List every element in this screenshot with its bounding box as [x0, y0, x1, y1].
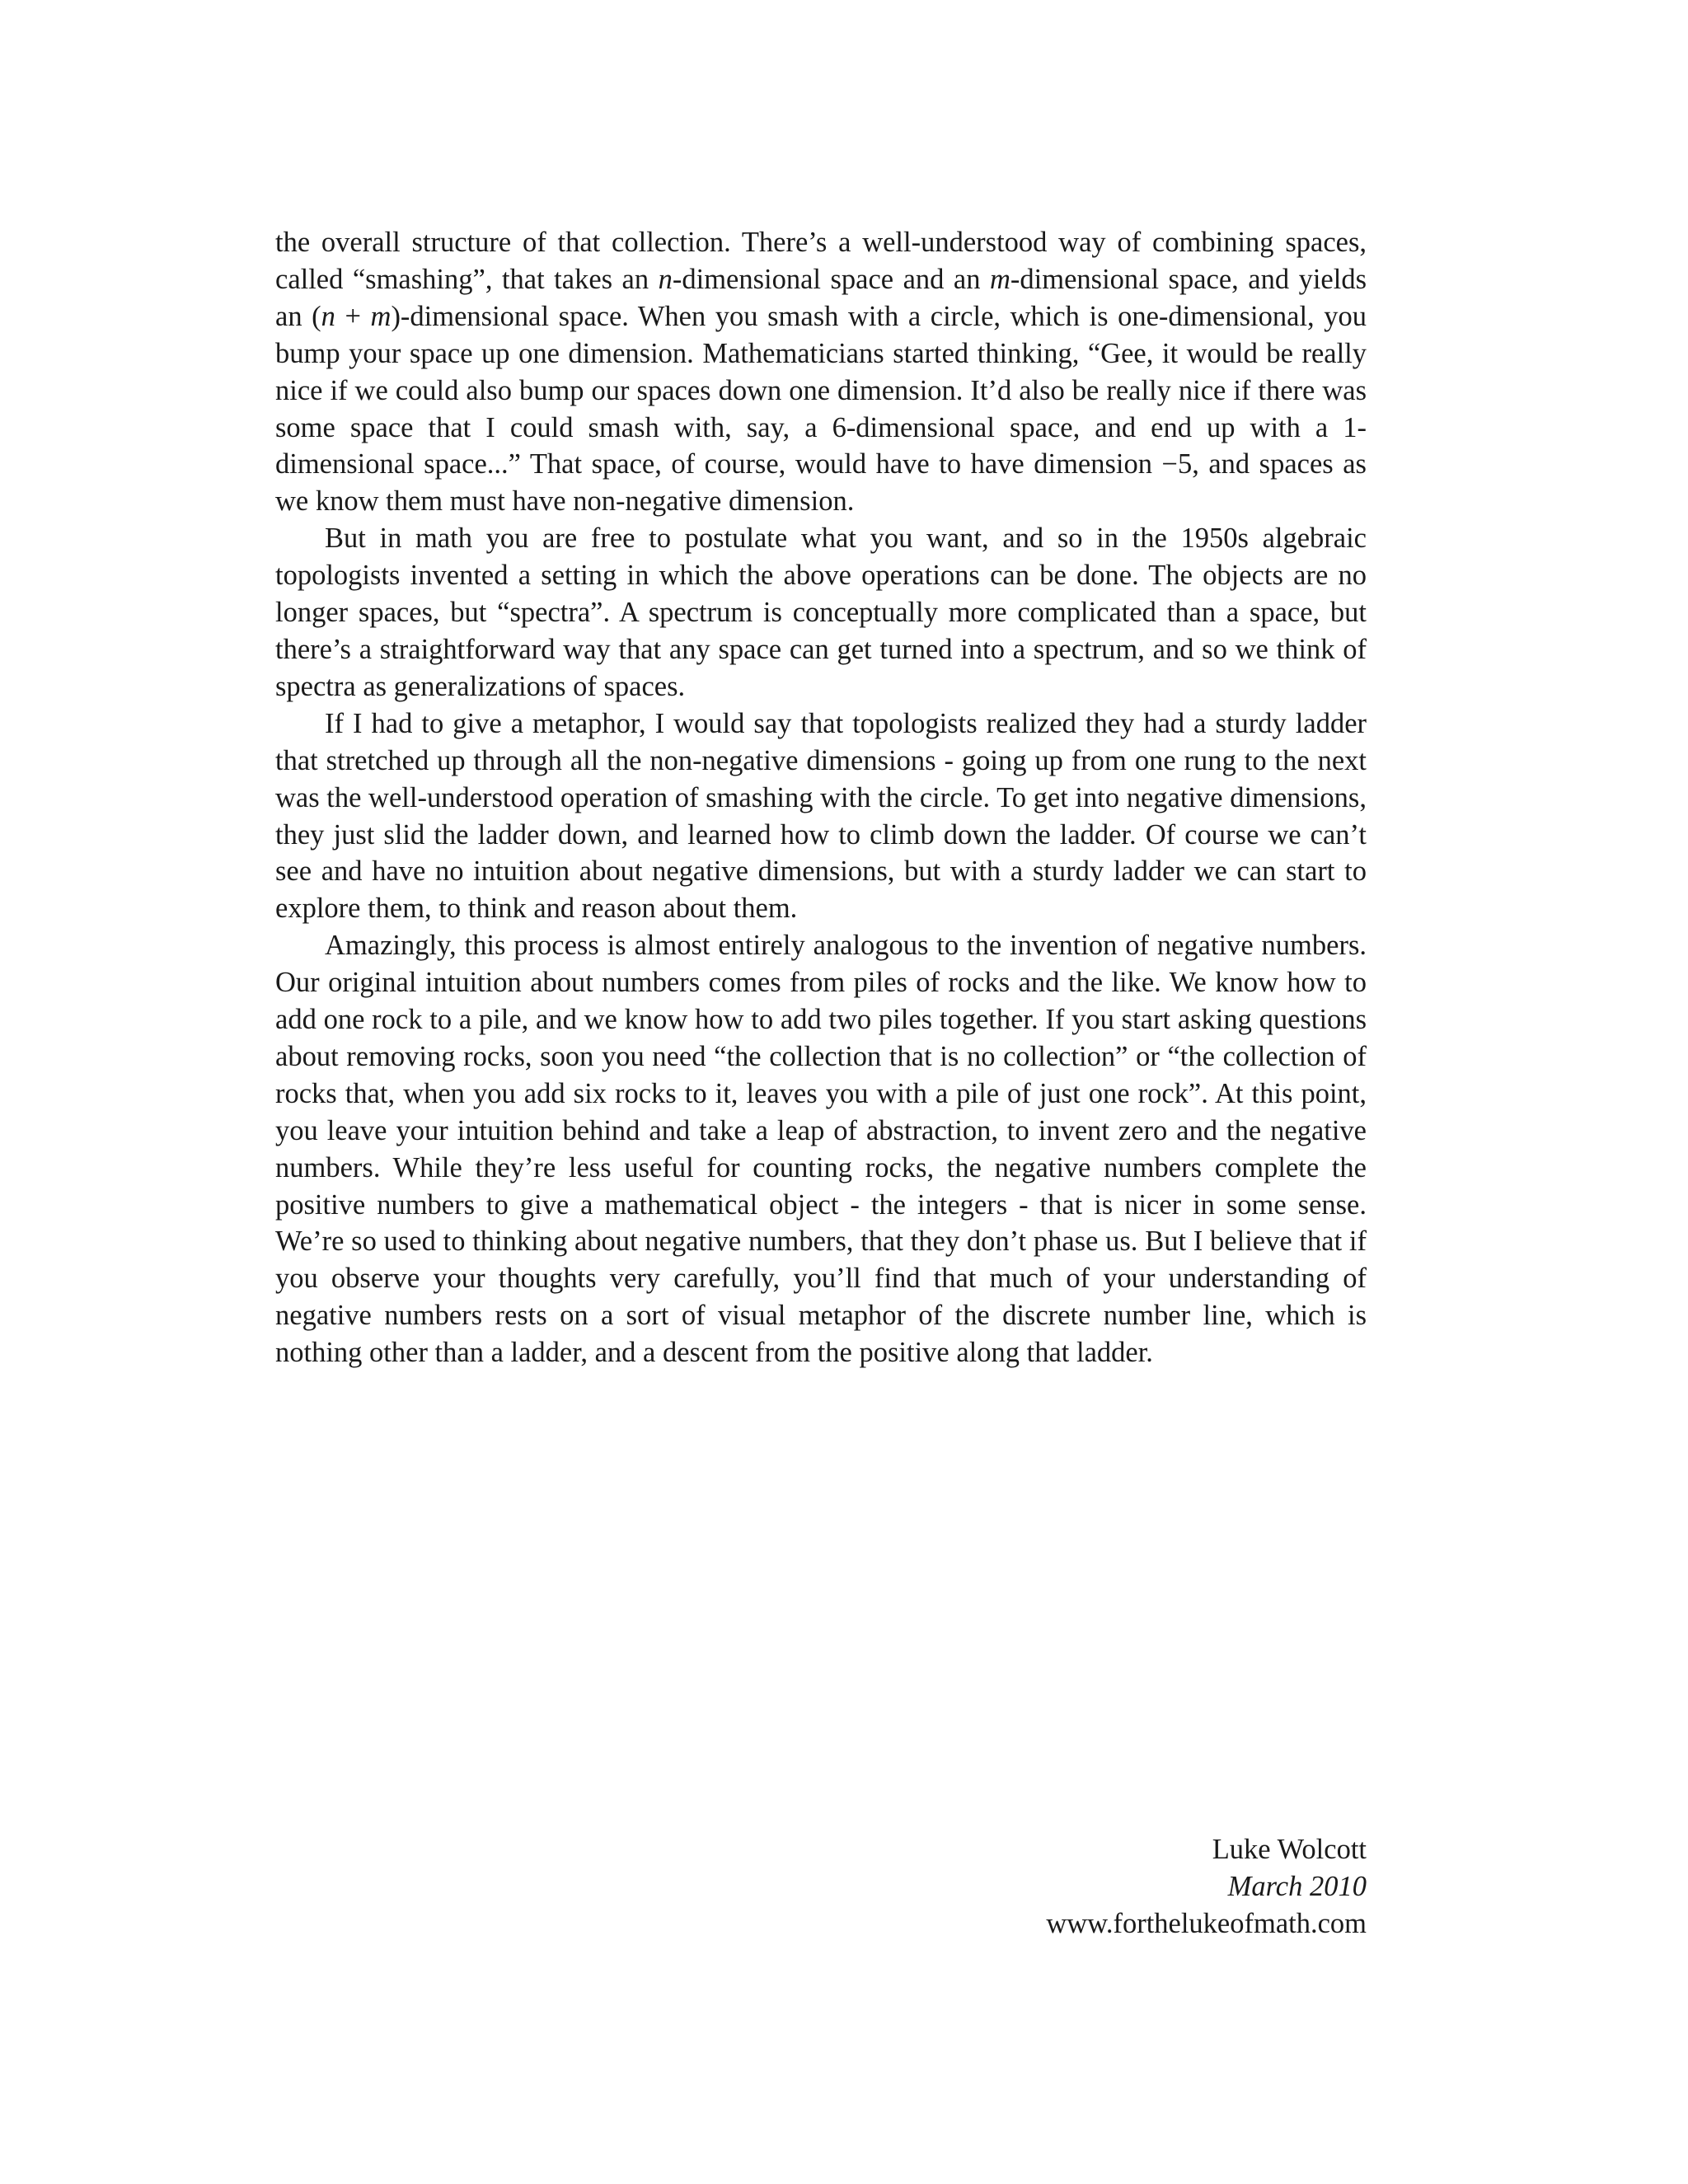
paragraph — [275, 224, 1367, 520]
website-url: www.forthelukeofmath.com — [1046, 1908, 1367, 1939]
signature-date: March 2010 — [1227, 1871, 1367, 1902]
paragraph — [275, 520, 1367, 705]
text-run: the overall structure of that collection. There’s a well-understood way of combining spaces, called “smashing”, that takes an — [275, 227, 1367, 295]
body-text — [275, 224, 1367, 1371]
signature-block — [1046, 1831, 1367, 1943]
paragraph — [275, 927, 1367, 1371]
text-run: )-dimensional space. When you smash with a circle, which is one-dimensional, you bump your space up one dimension. Mathematicians started thinking, “Gee, it would be really nice if we could also bump our spaces down one dimension. It’d also be really nice if there was some space that I could smash with, say, a 6-dimensional space, and end up with a 1-dimensional space...” That space, of course, would have to have dimension −5, and spaces as we know them must have non-negative dimension. — [275, 300, 1367, 518]
text-run: + — [335, 300, 371, 332]
math-variable: n — [658, 263, 673, 295]
paragraph — [275, 705, 1367, 927]
text-run: -dimensional space, and yields an ( — [275, 263, 1367, 332]
math-variable: n — [321, 300, 335, 332]
text-run: If I had to give a metaphor, I would say that topologists realized they had a sturdy ladder that stretched up through all the non-negative dimensions - going up from one rung to the next was the well-understood operation of smashing with the circle. To get into negative dimensions, they just slid the ladder down, and learned how to climb down the ladder. Of course we can’t see and have no intuition about negative dimensions, but with a sturdy ladder we can start to explore them, to think and reason about them. — [275, 707, 1367, 925]
text-run: But in math you are free to postulate what you want, and so in the 1950s algebraic topologists invented a setting in which the above operations can be done. The objects are no longer spaces, but “spectra”. A spectrum is conceptually more complicated than a space, but there’s a straightforward way that any space can get turned into a spectrum, and so we think of spectra as generalizations of spaces. — [275, 523, 1367, 702]
text-run: -dimensional space and an — [672, 263, 990, 295]
author-name: Luke Wolcott — [1212, 1834, 1367, 1865]
math-variable: m — [370, 300, 392, 332]
text-run: Amazingly, this process is almost entirely analogous to the invention of negative numbers. Our original intuition about numbers comes from piles of rocks and the like. We know how to add one rock to a pile, and we know how to add two piles together. If you start asking questions about removing rocks, soon you need “the collection that is no collection” or “the collection of rocks that, when you add six rocks to it, leaves you with a pile of just one rock”. At this point, you leave your intuition behind and take a leap of abstraction, to invent zero and the negative numbers. While they’re less useful for counting rocks, the negative numbers complete the positive numbers to give a mathematical object - the integers - that is nicer in some sense. We’re so used to thinking about negative numbers, that they don’t phase us. But I believe that if you observe your thoughts very carefully, you’ll find that much of your understanding of negative numbers rests on a sort of visual metaphor of the discrete number line, which is nothing other than a ladder, and a descent from the positive along that ladder. — [275, 930, 1367, 1369]
math-variable: m — [990, 263, 1010, 295]
